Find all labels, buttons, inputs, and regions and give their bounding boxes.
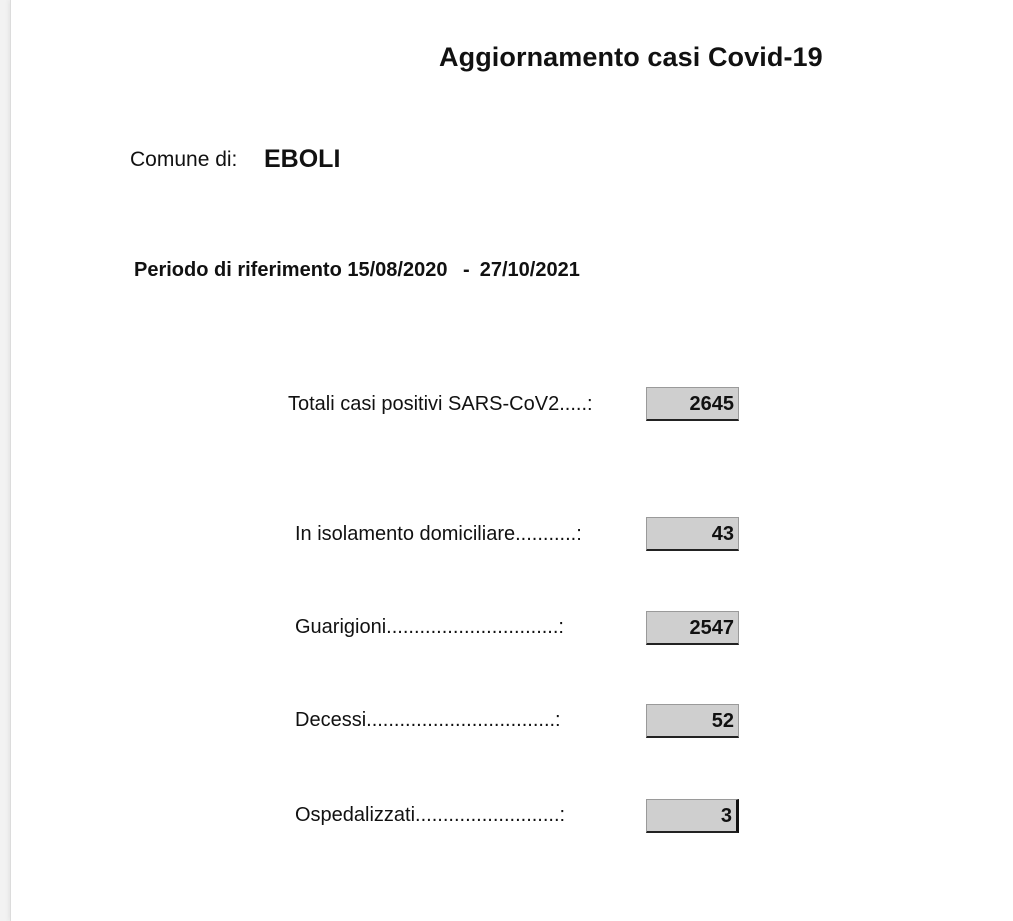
- periodo-riferimento: [134, 259, 580, 282]
- stat-label-guarigioni: Guarigioni...............................:: [295, 616, 564, 638]
- stat-label-totali: Totali casi positivi SARS-CoV2.....:: [288, 393, 593, 415]
- document-page: [10, 0, 1013, 921]
- stat-value-guarigioni: 2547: [646, 611, 739, 645]
- stat-value-totali: 2645: [646, 387, 739, 421]
- stat-value-isolamento: 43: [646, 517, 739, 551]
- stat-value-decessi: 52: [646, 704, 739, 738]
- document-title: Aggiornamento casi Covid-19: [439, 42, 823, 72]
- stat-label-ospedalizzati: Ospedalizzati..........................:: [295, 804, 566, 826]
- stat-value-ospedalizzati: 3: [646, 799, 739, 833]
- periodo-separator: -: [463, 259, 470, 281]
- stat-label-isolamento: In isolamento domiciliare...........:: [295, 523, 582, 545]
- periodo-start: 15/08/2020: [347, 259, 448, 281]
- comune-value: EBOLI: [264, 145, 341, 173]
- stat-label-decessi: Decessi..................................:: [295, 709, 561, 731]
- periodo-label: Periodo di riferimento: [134, 259, 342, 281]
- periodo-end: 27/10/2021: [479, 259, 580, 281]
- comune-label: Comune di:: [130, 148, 238, 171]
